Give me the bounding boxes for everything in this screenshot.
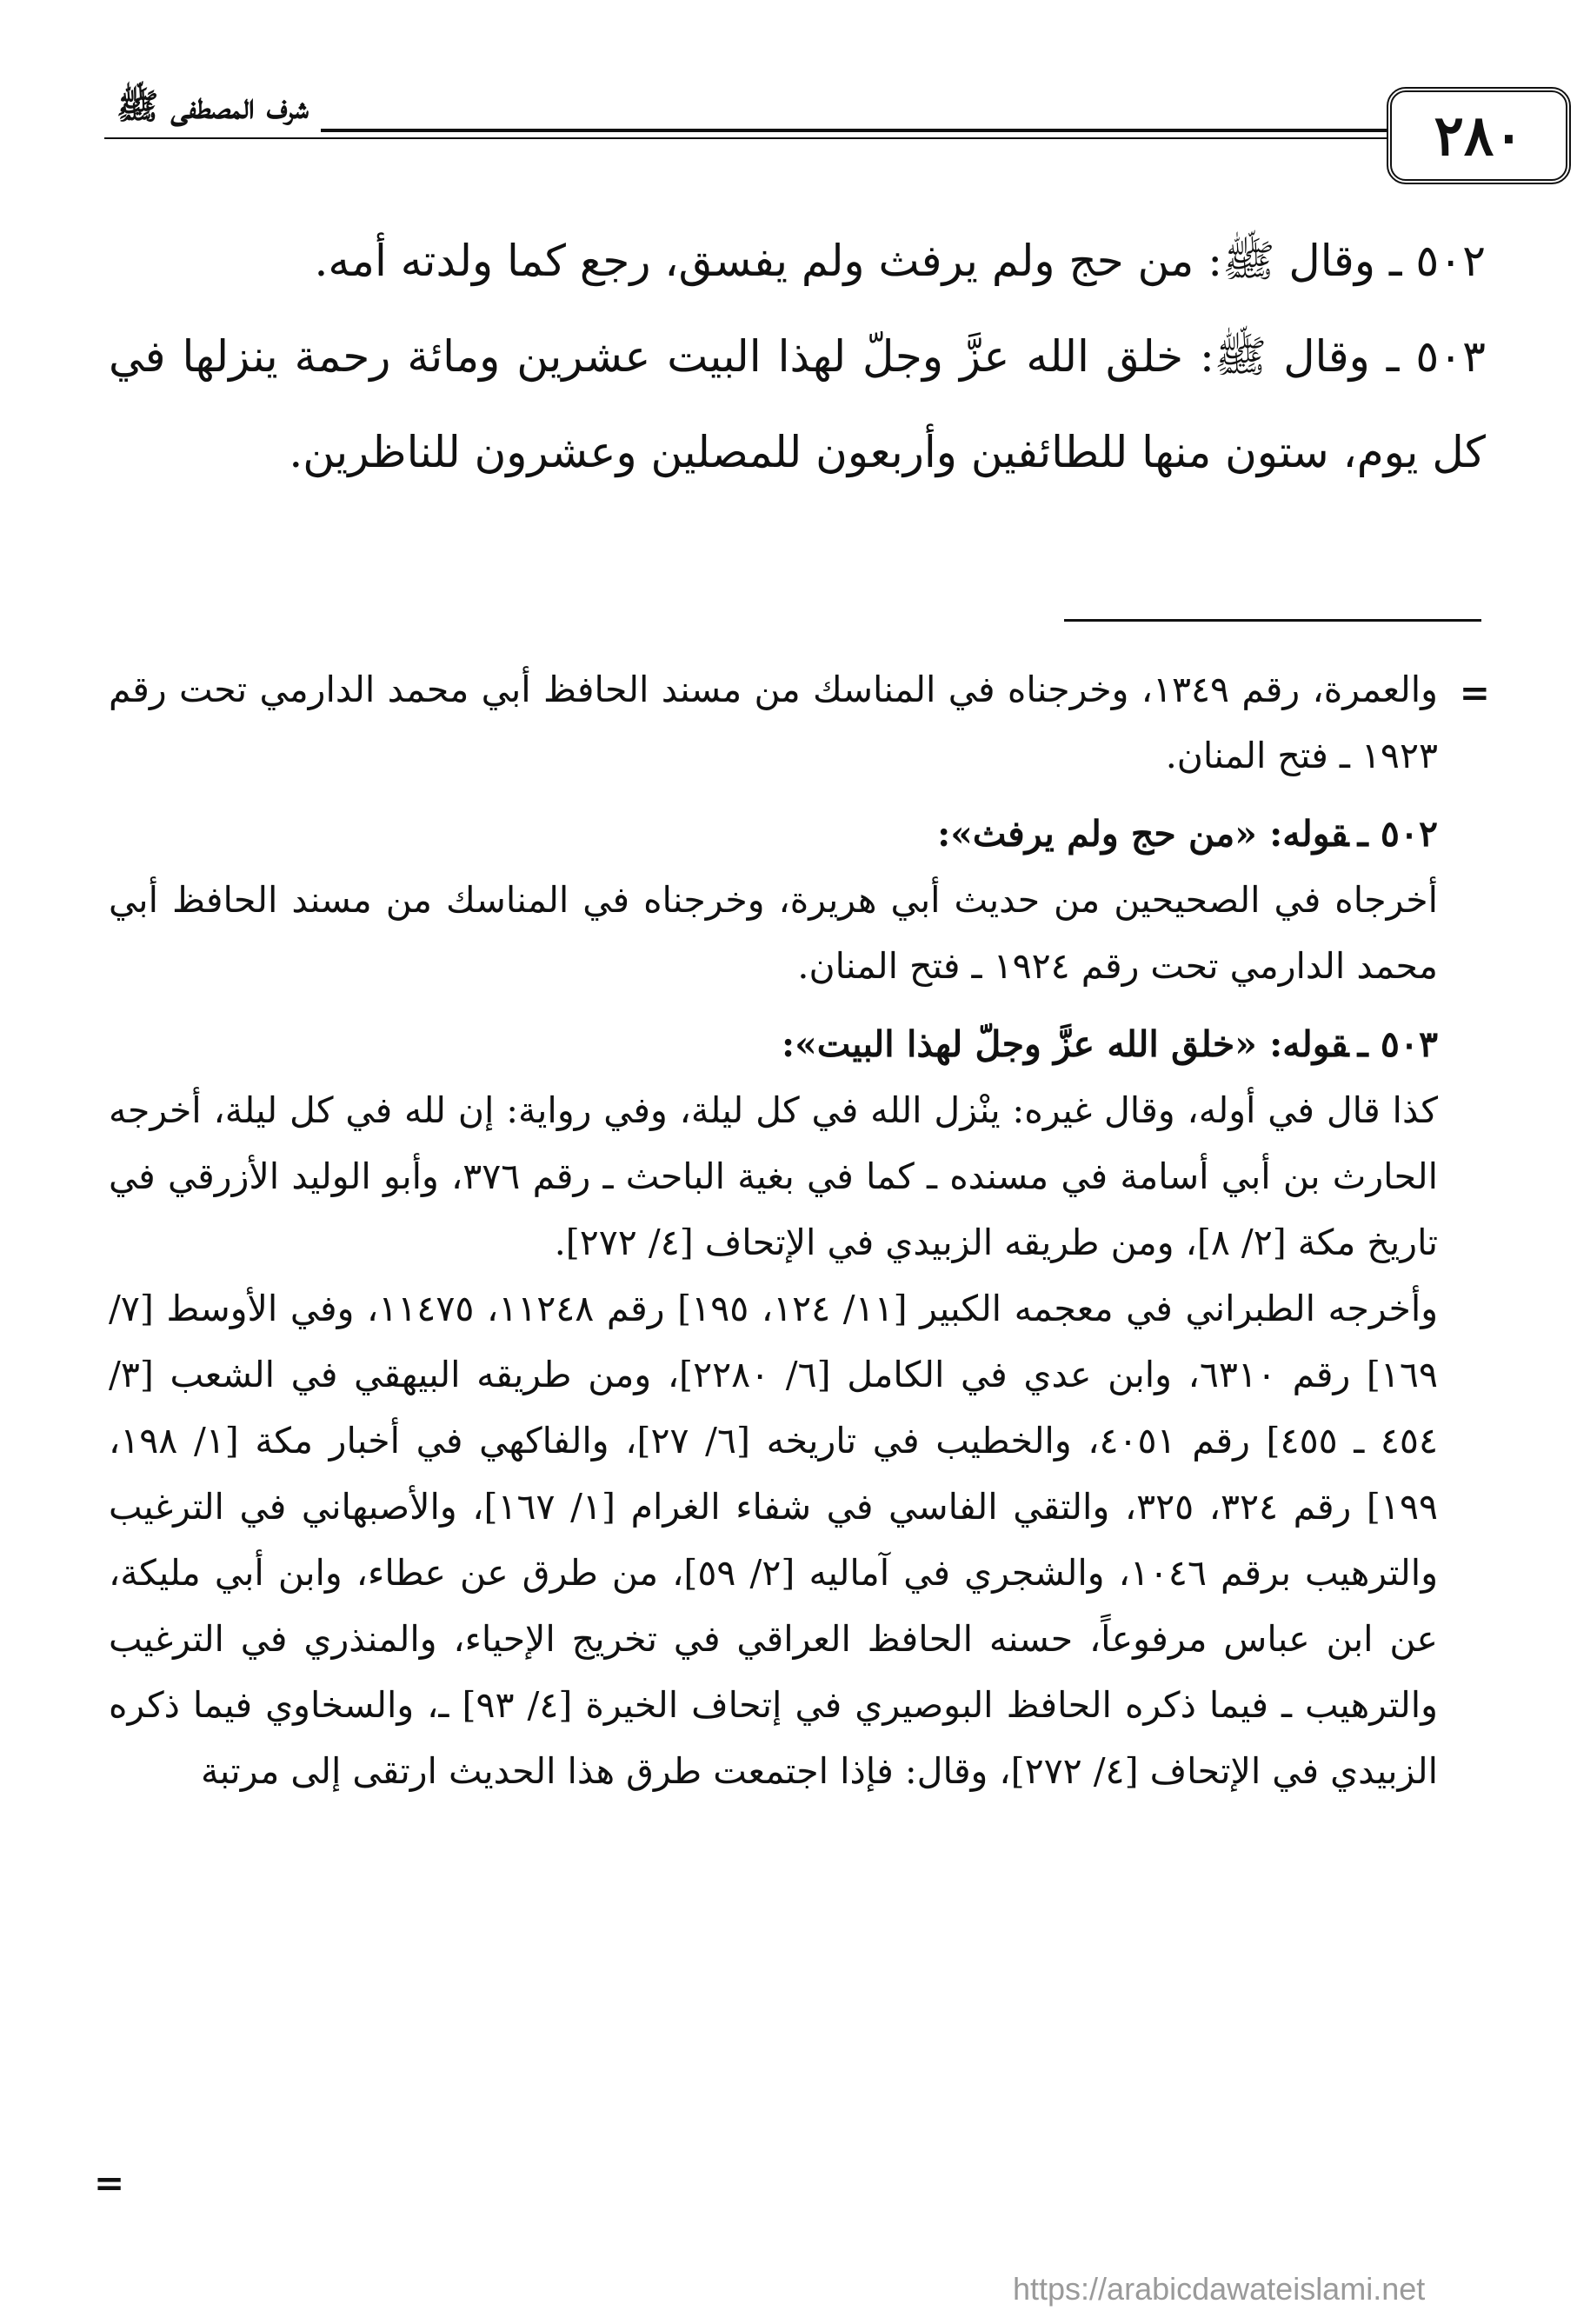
hadith-503: ٥٠٣ ـ وقال ﷺ: خلق الله عزَّ وجلّ لهذا البيت عشرين ومائة رحمة ينزلها في كل يوم، ستون منها للطائفين وأربعون للمصلين وعشرون للناظرين.: [109, 331, 1486, 477]
page-number: ٢٨٠: [1387, 87, 1571, 184]
watermark-url: https://arabicdawateislami.net: [1013, 2271, 1426, 2307]
running-title: شرف المصطفى ﷺ: [104, 85, 321, 136]
footnote-separator: [1064, 619, 1481, 622]
footnote-503-body-2: وأخرجه الطبراني في معجمه الكبير [١١/ ١٢٤، ١٩٥] رقم ١١٢٤٨، ١١٤٧٥، وفي الأوسط [٧/ ١٦٩] رقم ٦٣١٠، وابن عدي في الكامل [٦/ ٢٢٨٠]، ومن طريقه البيهقي في الشعب [٣/ ٤٥٤ ـ ٤٥٥] رقم ٤٠٥١، والخطيب في تاريخه [٦/ ٢٧]، والفاكهي في أخبار مكة [١/ ١٩٨، ١٩٩] رقم ٣٢٤، ٣٢٥، والتقي الفاسي في شفاء الغرام [١/ ١٦٧]، والأصبهاني في الترغيب والترهيب برقم ١٠٤٦، والشجري في آماليه [٢/ ٥٩]، من طرق عن عطاء، وابن أبي مليكة، عن ابن عباس مرفوعاً، حسنه الحافظ العراقي في تخريج الإحياء، والمنذري في الترغيب والترهيب ـ فيما ذكره الحافظ البوصيري في إتحاف الخيرة [٤/ ٩٣] ـ، والسخاوي فيما ذكره الزبيدي في الإتحاف [٤/ ٢٧٢]، وقال: فإذا اجتمعت طرق هذا الحديث ارتقى إلى مرتبة: [109, 1288, 1439, 1792]
page-header: [104, 61, 1524, 191]
footnote-continuation: والعمرة، رقم ١٣٤٩، وخرجناه في المناسك من مسند الحافظ أبي محمد الدارمي تحت رقم ١٩٢٣ ـ فتح المنان.: [109, 669, 1438, 776]
continued-marker: =: [94, 2161, 125, 2204]
footnote-503-heading: [109, 1011, 1438, 1077]
footnote-502-heading: [109, 801, 1438, 867]
main-text: [109, 213, 1486, 500]
footnote-502-body: أخرجاه في الصحيحين من حديث أبي هريرة، وخرجناه في المناسك من مسند الحافظ أبي محمد الدارمي تحت رقم ١٩٢٤ ـ فتح المنان.: [109, 879, 1438, 987]
hadith-502: ٥٠٢ ـ وقال ﷺ: من حج ولم يرفث ولم يفسق، رجع كما ولدته أمه.: [314, 236, 1486, 286]
footnotes: [109, 656, 1438, 1804]
footnote-503-body-1: كذا قال في أوله، وقال غيره: ينْزل الله في كل ليلة، وفي رواية: إن لله في كل ليلة، أخرجه الحارث بن أبي أسامة في مسنده ـ كما في بغية الباحث ـ رقم ٣٧٦، وأبو الوليد الأزرقي في تاريخ مكة [٢/ ٨]، ومن طريقه الزبيدي في الإتحاف [٤/ ٢٧٢].: [109, 1089, 1438, 1263]
footnote-502-number: ٥٠٢ ـ: [1357, 813, 1438, 855]
header-rule-thin: [104, 137, 1473, 139]
footnote-503-number: ٥٠٣ ـ: [1357, 1023, 1438, 1065]
footnote-503-title: قوله: «خلق الله عزَّ وجلّ لهذا البيت»:: [782, 1023, 1349, 1065]
continuation-marker: =: [1459, 671, 1490, 714]
footnote-502-title: قوله: «من حج ولم يرفث»:: [937, 813, 1349, 855]
